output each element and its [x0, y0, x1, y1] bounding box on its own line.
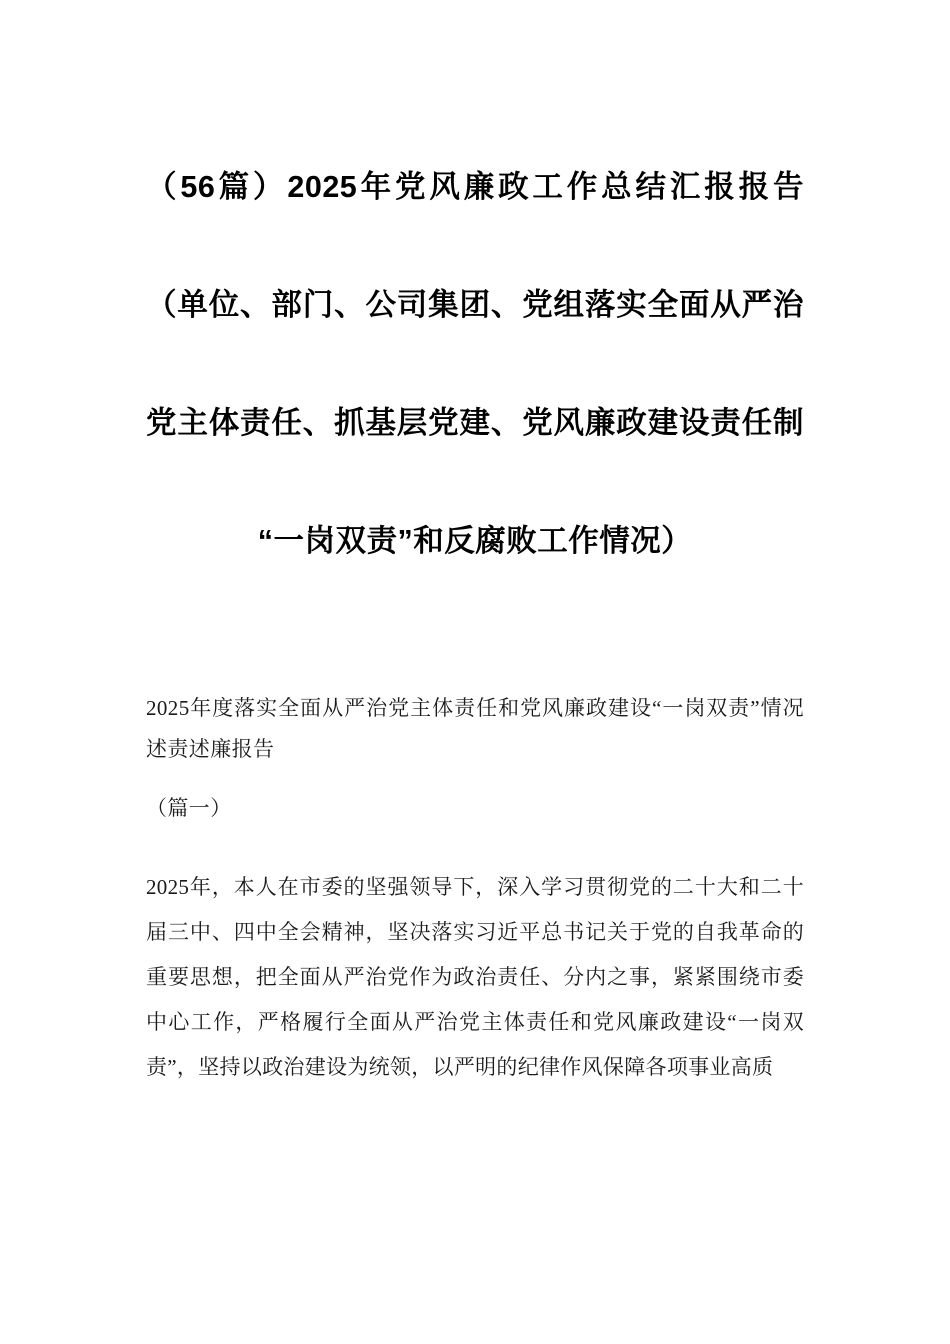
body-paragraph: 2025年，本人在市委的坚强领导下，深入学习贯彻党的二十大和二十届三中、四中全会精神，坚决落实习近平总书记关于党的自我革命的重要思想，把全面从严治党作为政治责任、分内之事，紧紧围绕市委中心工作，严格履行全面从严治党主体责任和党风廉政建设“一岗双责”，坚持以政治建设为统领，以严明的纪律作风保障各项事业高质: [146, 875, 804, 1079]
document-subtitle: 2025年度落实全面从严治党主体责任和党风廉政建设“一岗双责”情况述责述廉报告: [146, 696, 804, 761]
piece-label: （篇一）: [146, 796, 232, 820]
title-spacer: [146, 600, 804, 688]
document-title: （56篇）2025年党风廉政工作总结汇报报告（单位、部门、公司集团、党组落实全面从严治党主体责任、抓基层党建、党风廉政建设责任制“一岗双责”和反腐败工作情况）: [146, 170, 804, 558]
body-spacer: [146, 829, 804, 865]
